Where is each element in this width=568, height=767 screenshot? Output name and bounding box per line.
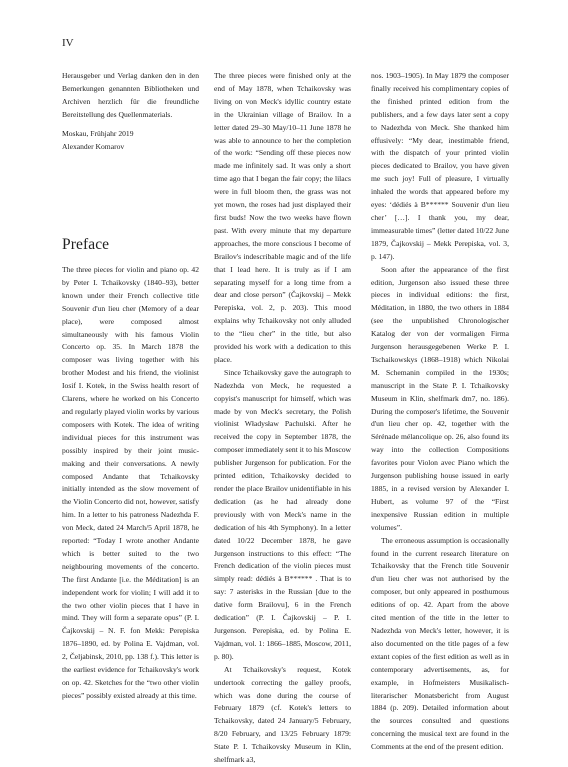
author-name: Alexander Komarov [62,141,125,151]
acknowledgment [62,70,199,122]
paragraph: Soon after the appearance of the first edition, Jurgenson also issued these three pieces in individual editions: the first, Méditation, in 1880, the two others in 1884 (see the unpublished Chronologischer Katalog der von der vormaligen Firma Jurgenson herausgegebenen Werke P. I. Tschaikowskys (1868–1918) which Nikolai M. Schemanin compiled in the 1930s; manuscript in the State P. I. Tchaikovsky Museum in Klin, shelfmark dm7, no. 186). During the composer's lifetime, the Souvenir d'un lieu cher op. 42, together with the Sérénade mélancolique op. 26, also found its way into the collection Compositions favorites pour Violon avec Piano which the Jurgenson publishing house issued in early 1885, in a revised version by Alexander I. Hubert, as volume 97 of the “First inexpensive Russian edition in multiple volumes”. [371,264,509,532]
paragraph: nos. 1903–1905). In May 1879 the composer finally received his complimentary copies of the finished printed edition from the publishers, and a few days later sent a copy to Nadezhda von Meck. She thanked him effusively: “My dear, inestimable friend, with the dispatch of your printed violin pieces dedicated to Brailov, you have given me such joy! Full of pleasure, I virtually inhaled the words that appeared before my eyes: ‘dédiés à B****** Souvenir d'un lieu cher’ […]. I thank you, my dear, immeasurable times” (letter dated 10/22 June 1879, Čajkovskij – Mekk Perepiska, vol. 3, p. 147). [371,71,509,261]
page-number: IV [62,37,74,49]
acknowledgment-text: Herausgeber und Verlag danken den in den Bemerkungen genannten Bibliotheken und Archiven herzlich für die freundliche Bereitstellung des Quellenmaterials. [62,71,199,119]
paragraph: The three pieces were finished only at the end of May 1878, when Tchaikovsky was living on von Meck's idyllic country estate in the Ukrainian village of Brailov. In a letter dated 29–30 May/10–11 June 1878 he was able to announce to her the completion of the work: “Sending off these pieces now made me infinitely sad. It was only a short time ago that I began the fair copy; the lilacs were in full bloom then, the grass was not yet mown, the roses had just displayed their first buds! Now the two weeks have flown past. With every minute that my departure approaches, the more conscious I become of Brailov's indescribable magic and of the life that I lead here. It is truly as if I am separating myself for a long time from a dear and close person” (Čajkovskij – Mekk Perepiska, vol. 2, p. 203). This mood explains why Tchaikovsky not only alluded to the “lieu cher” in the title, but also provided his work with a dedication to this place. [214,71,351,364]
signature-block [62,128,199,154]
preface-heading: Preface [62,236,110,253]
place-date: Moskau, Frühjahr 2019 [62,129,134,138]
paragraph: The three pieces for violin and piano op. 42 by Peter I. Tchaikovsky (1840–93), better known under their French collective title Souvenir d'un lieu cher (Memory of a dear place), were composed almost simultaneously with his famous Violin Concerto op. 35. In March 1878 the composer was living together with his brother Modest and his friend, the violinist Iosif I. Kotek, in the Swiss health resort of Clarens, where he worked on his Concerto and regularly played violin works by various composers with Kotek. The idea of writing individual pieces for this instrument was possibly inspired by their joint music-making and their conversations. A newly composed Andante that Tchaikovsky initially intended as the slow movement of the Violin Concerto did not, however, satisfy him. In a letter to his patroness Nadezhda F. von Meck, dated 24 March/5 April 1878, he reported: “Today I wrote another Andante which is better suited to the two neighbouring movements of the concerto. The first Andante [i.e. the Méditation] is an independent work for violin; I will add it to the two other violin pieces that I have in mind. They will form a separate opus” (P. I. Čajkovskij – N. F. fon Mekk: Perepiska 1876–1890, ed. by Polina E. Vajdman, vol. 2, Čeljabinsk, 2010, pp. 138 f.). This letter is the earliest evidence for Tchaikovsky's work on op. 42. Sketches for the “two other violin pieces” possibly existed already at this time. [62,265,199,700]
paragraph: Since Tchaikovsky gave the autograph to Nadezhda von Meck, he requested a copyist's manuscript for himself, which was made by von Meck's secretary, the Polish violinist Władysław Pachulski. After he received the copy in September 1878, the composer immediately sent it to his Moscow publisher Jurgenson for publication. For the printed edition, Tchaikovsky decided to render the place Brailov unidentifiable in his dedication (as he had already done previously with von Meck's name in the dedication of his 4th Symphony). In a letter dated 10/22 December 1878, he gave Jurgenson instructions to this effect: “The French dedication of the violin pieces must simply read: dédiés à B****** . That is to say: 7 asterisks in the Russian [due to the dative form Brailovu], 6 in the French dedication” (P. I. Čajkovskij – P. I. Jurgenson. Perepiska, ed. by Polina E. Vajdman, vol. 1: 1866–1885, Moscow, 2011, p. 80). [214,367,351,661]
paragraph: At Tchaikovsky's request, Kotek undertook correcting the galley proofs, which was done during the course of February 1879 (cf. Kotek's letters to Tchaikovsky, dated 24 January/5 February, 8/20 February, and 13/25 February 1879: State P. I. Tchaikovsky Museum in Klin, shelfmark a3, [214,664,351,765]
column-3 [371,70,509,754]
paragraph: The erroneous assumption is occasionally found in the current research literature on Tchaikovsky that the French title Souvenir d'un lieu cher was not authorised by the composer, but only appeared in posthumous editions of op. 42. Apart from the above cited mention of the title in the letter to Nadezhda von Meck's letter, however, it is also documented on the title pages of a few extant copies of the first edition as well as in contemporary advertisements, as, for example, in Hofmeisters Musikalisch-literarischer Monatsbericht from August 1884 (p. 209). Detailed information about the sources consulted and questions concerning the musical text are found in the Comments at the end of the present edition. [371,535,509,752]
column-2 [214,70,351,767]
column-1 [62,264,199,703]
